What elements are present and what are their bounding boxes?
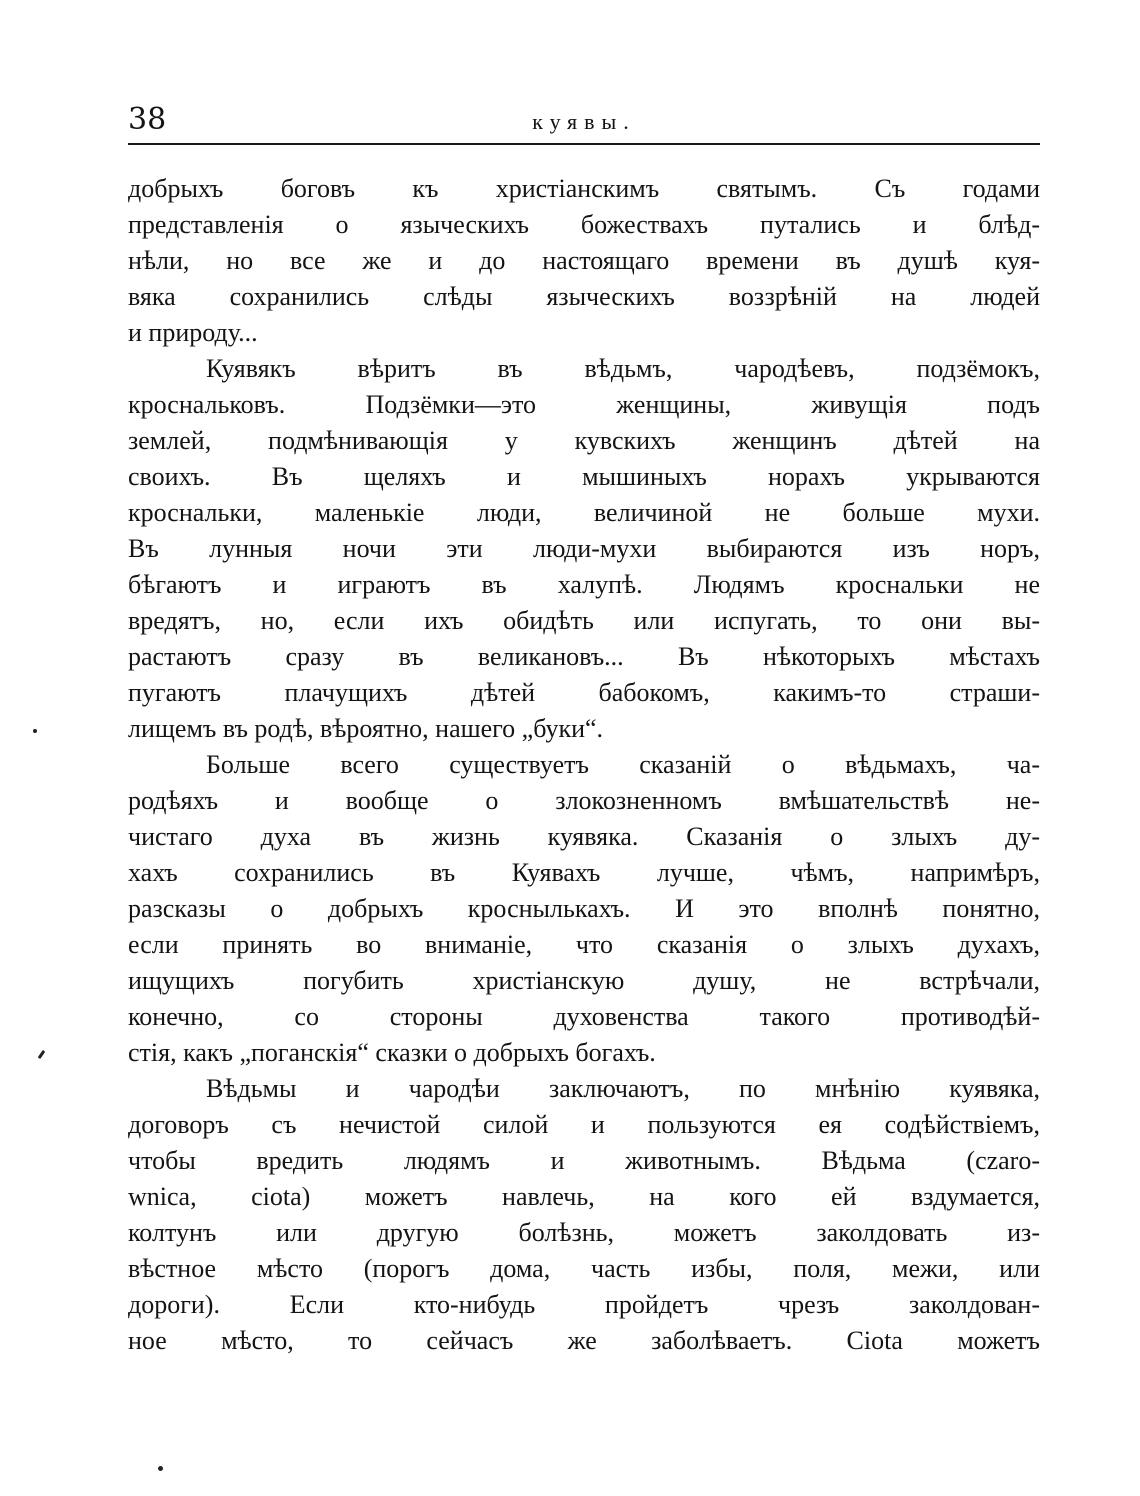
text-line: стія, какъ „поганскія“ сказки о добрыхъ богахъ. xyxy=(128,1038,656,1067)
text-line: ное мѣсто, то сейчасъ же заболѣваетъ. Ciota можетъ xyxy=(128,1326,1040,1355)
text-line: если принять во вниманіе, что сказанія о злыхъ духахъ, xyxy=(128,930,1040,959)
text-line: землей, подмѣнивающія у кувскихъ женщинъ дѣтей на xyxy=(128,426,1040,455)
text-line: вѣстное мѣсто (порогъ дома, часть избы, поля, межи, или xyxy=(128,1254,1040,1283)
text-line: нѣли, но все же и до настоящаго времени въ душѣ куя- xyxy=(128,246,1040,275)
header-rule xyxy=(128,143,1040,145)
text-line: вяка сохранились слѣды языческихъ воззрѣній на людей xyxy=(128,282,1040,311)
text-line: wnica, ciota) можетъ навлечь, на кого ей вздумается, xyxy=(128,1182,1040,1211)
text-line: ищущихъ погубить христіанскую душу, не встрѣчали, xyxy=(128,966,1040,995)
scan-speck xyxy=(158,1466,163,1471)
text-line: конечно, со стороны духовенства такого противодѣй- xyxy=(128,1002,1040,1031)
text-line: вредятъ, но, если ихъ обидѣть или испугать, то они вы- xyxy=(128,606,1040,635)
text-line: бѣгаютъ и играютъ въ халупѣ. Людямъ кроснальки не xyxy=(128,570,1040,599)
text-line: чистаго духа въ жизнь куявяка. Сказанія о злыхъ ду- xyxy=(128,822,1040,851)
running-title: куявы. xyxy=(532,109,636,134)
paragraph-start-line: Вѣдьмы и чародѣи заключаютъ, по мнѣнію куявяка, xyxy=(206,1074,1040,1103)
body-text xyxy=(128,171,1040,1359)
paragraph-start-line: Куявякъ вѣритъ въ вѣдьмъ, чародѣевъ, подзёмокъ, xyxy=(206,354,1040,383)
scan-speck xyxy=(38,1050,46,1059)
text-line: чтобы вредить людямъ и животнымъ. Вѣдьма (czaro- xyxy=(128,1146,1040,1175)
text-line: представленія о языческихъ божествахъ путались и блѣд- xyxy=(128,210,1040,239)
text-line: добрыхъ боговъ къ христіанскимъ святымъ. Съ годами xyxy=(128,174,1040,203)
page-number: 38 xyxy=(128,102,167,137)
text-line: разсказы о добрыхъ кроснылькахъ. И это вполнѣ понятно, xyxy=(128,894,1040,923)
text-line: колтунъ или другую болѣзнь, можетъ заколдовать из- xyxy=(128,1218,1040,1247)
text-line: хахъ сохранились въ Куявахъ лучше, чѣмъ, напримѣръ, xyxy=(128,858,1040,887)
text-line: кроснальковъ. Подзёмки—это женщины, живущія подъ xyxy=(128,390,1040,419)
text-line: лищемъ въ родѣ, вѣроятно, нашего „буки“. xyxy=(128,714,604,743)
paragraph-start-line: Больше всего существуетъ сказаній о вѣдьмахъ, ча- xyxy=(206,750,1040,779)
text-line: своихъ. Въ щеляхъ и мышиныхъ норахъ укрываются xyxy=(128,462,1040,491)
scan-speck xyxy=(33,729,37,733)
text-line: договоръ съ нечистой силой и пользуются ея содѣйствіемъ, xyxy=(128,1110,1040,1139)
text-line: кроснальки, маленькіе люди, величиной не больше мухи. xyxy=(128,498,1040,527)
text-line: родѣяхъ и вообще о злокозненномъ вмѣшательствѣ не- xyxy=(128,786,1040,815)
text-line: дороги). Если кто-нибудь пройдетъ чрезъ заколдован- xyxy=(128,1290,1040,1319)
text-line: Въ лунныя ночи эти люди-мухи выбираются изъ норъ, xyxy=(128,534,1040,563)
text-line: растаютъ сразу въ великановъ... Въ нѣкоторыхъ мѣстахъ xyxy=(128,642,1040,671)
text-line: и природу... xyxy=(128,318,258,347)
text-line: пугаютъ плачущихъ дѣтей бабокомъ, какимъ-то страши- xyxy=(128,678,1040,707)
running-head xyxy=(128,100,1040,140)
